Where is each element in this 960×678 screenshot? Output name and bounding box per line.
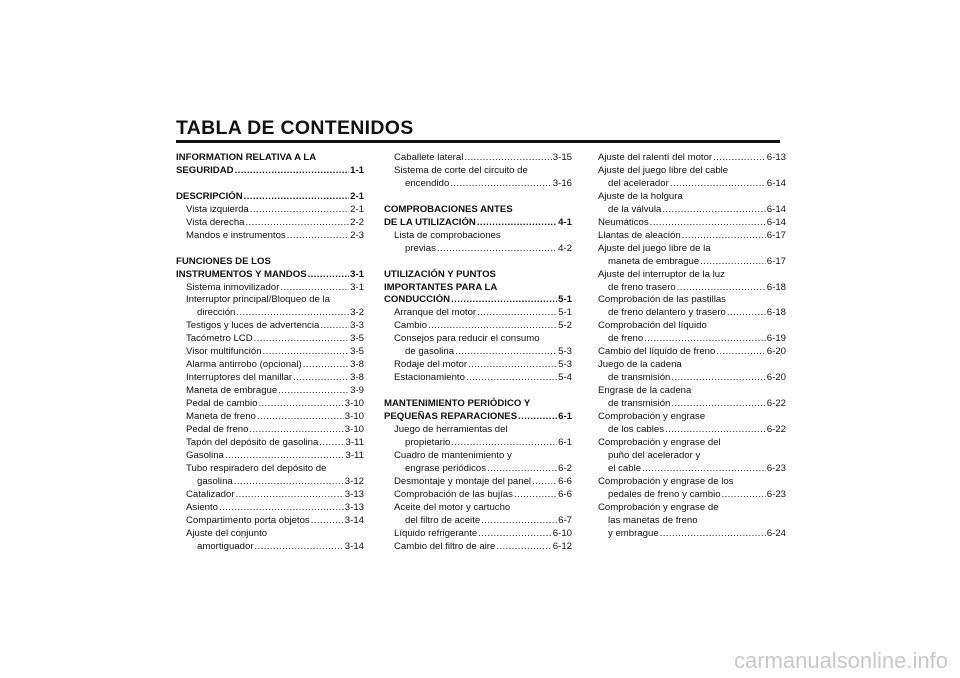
toc-entry[interactable] [176,217,364,230]
toc-dot-leader [311,515,344,528]
toc-dot-leader [234,476,344,489]
toc-entry[interactable] [176,437,364,450]
toc-text-line: Lista de comprobaciones [394,229,501,241]
toc-dot-leader [481,515,557,528]
toc-entry-title: Vista izquierda [186,203,249,215]
toc-dot-leader [287,230,349,243]
toc-entry[interactable] [384,372,572,385]
toc-entry[interactable] [384,243,572,256]
toc-entry-title: Neumáticos [598,216,649,228]
toc-entry-title: Arranque del motor [394,307,477,319]
toc-text-line: Consejos para reducir el consumo [394,333,540,345]
toc-entry[interactable] [598,528,786,541]
toc-entry[interactable] [176,230,364,243]
toc-dot-leader [219,502,344,515]
toc-dot-leader [682,230,766,243]
toc-dot-leader [665,424,766,437]
toc-entry-title: Cambio del líquido de freno [598,346,716,358]
toc-entry-title: DESCRIPCIÓN [176,190,243,202]
toc-dot-leader [650,217,766,230]
toc-dot-leader [514,489,557,502]
toc-entry-title: Caballete lateral [394,152,464,163]
toc-entry-title: de gasolina [405,346,455,358]
toc-entry[interactable] [384,528,572,541]
toc-page-number: 3-12 [344,475,364,487]
toc-entry[interactable] [176,320,364,333]
toc-page-number: 6-22 [766,424,786,436]
toc-page-number: 6-14 [766,177,786,189]
toc-page-number: 3-13 [344,488,364,500]
toc-dot-leader [225,450,345,463]
toc-entry-title: PEQUEÑAS REPARACIONES [384,411,518,423]
toc-section-entry[interactable] [384,294,572,307]
toc-entry[interactable] [598,178,786,191]
toc-text-line: Comprobación de las pastillas [598,294,726,306]
toc-page-number: 6-12 [552,540,572,552]
toc-dot-leader [451,294,557,307]
toc-page-number: 5-1 [558,294,572,306]
toc-entry-title: dirección [197,307,236,319]
toc-entry-title: Cambio del filtro de aire [394,540,496,552]
toc-entry-title: Gasolina [186,449,224,461]
toc-section-heading: IMPORTANTES PARA LA [384,281,498,293]
toc-entry[interactable] [598,333,786,346]
toc-text-line: Juego de la cadena [598,359,682,371]
toc-entry[interactable] [384,541,572,554]
toc-entry-title: Llantas de aleación [598,229,681,241]
toc-spacer [176,243,364,256]
toc-section-heading: FUNCIONES DE LOS [176,255,271,267]
toc-dot-leader [280,282,349,295]
toc-page-number: 3-8 [350,372,364,384]
toc-entry[interactable] [384,320,572,333]
toc-dot-leader [662,204,765,217]
toc-entry[interactable] [598,152,786,165]
toc-section-heading: COMPROBACIONES ANTES [384,203,513,215]
toc-dot-leader [727,307,766,320]
toc-page-number: 3-11 [345,449,364,461]
toc-page-number: 6-19 [766,333,786,345]
toc-page-number: 3-3 [350,320,364,332]
toc-spacer [384,256,572,269]
toc-entry-title: Catalizador [186,488,235,500]
toc-text-line: Ajuste del conjunto [186,527,268,539]
toc-dot-leader [642,463,766,476]
toc-page-number: 3-14 [344,540,364,552]
toc-entry-title: pedales de freno y cambio [608,488,721,500]
toc-entry[interactable] [176,333,364,346]
page-title: TABLA DE CONTENIDOS [176,117,414,139]
toc-entry[interactable] [598,307,786,320]
toc-entry[interactable] [384,476,572,489]
toc-dot-leader [455,346,557,359]
toc-page-number: 3-13 [344,501,364,513]
toc-spacer [384,385,572,398]
toc-dot-leader [254,333,349,346]
toc-entry-title: Vista derecha [186,216,245,228]
toc-entry-title: Maneta de embrague [186,385,278,397]
toc-entry-title: de freno trasero [608,281,676,293]
toc-entry[interactable] [384,178,572,191]
toc-entry[interactable] [384,463,572,476]
toc-entry-title: propietario [405,436,451,448]
toc-dot-leader [263,346,350,359]
toc-page-number: 6-18 [766,307,786,319]
toc-dot-leader [700,256,766,269]
toc-entry-title: INSTRUMENTOS Y MANDOS [176,268,307,280]
toc-page-number: 2-1 [350,203,364,215]
toc-dot-leader [518,411,557,424]
toc-dot-leader [246,217,350,230]
toc-entry[interactable] [176,515,364,528]
toc-page-number: 3-10 [344,411,364,423]
toc-entry[interactable] [598,346,786,359]
toc-section-heading: UTILIZACIÓN Y PUNTOS [384,268,496,280]
toc-page-number: 5-3 [558,359,572,371]
toc-entry-title: de freno delantero y trasero [608,307,726,319]
toc-entry-title: Tacómetro LCD [186,333,253,345]
toc-entry-title: de transmisión [608,372,671,384]
toc-page-number: 3-9 [350,385,364,397]
toc-text-line: puño del acelerador y [608,449,701,461]
toc-entry-title: Pedal de cambio [186,398,258,410]
toc-entry[interactable] [176,307,364,320]
toc-entry-title: Alarma antirrobo (opcional) [186,359,302,371]
toc-entry-title: Desmontaje y montaje del panel [394,475,532,487]
toc-section-entry[interactable] [176,269,364,282]
toc-page-number: 6-6 [558,475,572,487]
toc-text-line: Comprobación y engrase [598,411,706,423]
toc-page-number: 5-2 [558,320,572,332]
toc-page-number: 3-15 [552,152,572,163]
toc-entry-title: Cambio [394,320,428,332]
toc-entry[interactable] [598,204,786,217]
toc-dot-leader [255,541,344,554]
toc-entry-title: del filtro de aceite [405,514,481,526]
toc-text-line: Interruptor principal/Bloqueo de la [186,294,330,306]
toc-entry[interactable] [176,346,364,359]
toc-text-line: Cuadro de mantenimiento y [394,449,512,461]
toc-entry[interactable] [176,502,364,515]
toc-dot-leader [450,178,552,191]
toc-entry-title: Compartimento porta objetos [186,514,310,526]
toc-text-line: Comprobación y engrase del [598,436,721,448]
toc-dot-leader [249,424,343,437]
toc-page-number: 6-14 [766,203,786,215]
toc-page-number: 5-1 [558,307,572,319]
toc-entry[interactable] [598,256,786,269]
toc-entry[interactable] [176,424,364,437]
toc-section-entry[interactable] [384,411,572,424]
toc-entry-title: Pedal de freno [186,423,249,435]
toc-entry-title: Estacionamiento [394,372,465,384]
toc-entry[interactable] [384,152,572,165]
toc-entry[interactable] [176,372,364,385]
toc-entry[interactable] [598,463,786,476]
toc-dot-leader [278,385,349,398]
watermark: carmanualsonline.info [733,648,948,673]
toc-entry-title: Rodaje del motor [394,359,468,371]
toc-text-line: Sistema de corte del circuito de [394,164,528,176]
toc-entry-title: Comprobación de las bujías [394,488,513,500]
toc-dot-leader [660,528,766,541]
toc-entry[interactable] [598,230,786,243]
toc-dot-leader [464,152,551,165]
toc-entry-title: maneta de embrague [608,255,700,267]
toc-page-number: 6-17 [766,255,786,267]
toc-page-number: 2-3 [350,229,364,241]
toc-page-number: 3-1 [350,281,364,293]
toc-page-number: 6-17 [766,229,786,241]
toc-page-number: 3-5 [350,333,364,345]
toc-dot-leader [671,398,765,411]
toc-entry[interactable] [176,489,364,502]
toc-entry[interactable] [384,515,572,528]
toc-entry-title: CONDUCCIÓN [384,294,451,306]
toc-dot-leader [236,307,349,320]
toc-entry[interactable] [598,398,786,411]
toc-entry[interactable] [598,282,786,295]
toc-text-line: Aceite del motor y cartucho [394,501,511,513]
toc-entry-title: amortiguador [197,540,254,552]
toc-page-number: 3-2 [350,307,364,319]
toc-dot-leader [677,282,766,295]
toc-page-number: 6-10 [552,527,572,539]
toc-dot-leader [244,191,349,204]
toc-page-number: 3-5 [350,346,364,358]
toc-entry-title: Tapón del depósito de gasolina [186,436,319,448]
toc-entry-title: el cable [608,462,642,474]
toc-entry[interactable] [176,411,364,424]
toc-text-line: Ajuste del juego libre del cable [598,164,729,176]
toc-dot-leader [477,307,557,320]
toc-dot-leader [250,204,349,217]
toc-page-number: 3-11 [345,436,364,448]
toc-page-number: 6-20 [766,346,786,358]
toc-entry-title: Interruptores del manillar [186,372,293,384]
toc-entry-title: de la válvula [608,203,662,215]
toc-dot-leader [713,152,766,165]
toc-dot-leader [235,165,350,178]
toc-page-number: 6-23 [766,488,786,500]
toc-entry[interactable] [384,489,572,502]
toc-dot-leader [532,476,557,489]
title-rule [176,140,780,143]
toc-entry[interactable] [176,541,364,554]
toc-page-number: 3-1 [350,268,364,280]
toc-entry-title: del acelerador [608,177,669,189]
toc-entry[interactable] [176,450,364,463]
toc-text-line: Comprobación del líquido [598,320,707,332]
toc-dot-leader [466,372,557,385]
toc-entry[interactable] [176,282,364,295]
toc-entry-title: Visor multifunción [186,346,262,358]
toc-entry-title: previas [405,242,436,254]
toc-entry[interactable] [176,398,364,411]
toc-text-line: Engrase de la cadena [598,385,692,397]
toc-page-number: 5-4 [558,372,572,384]
toc-section-heading: INFORMATION RELATIVA A LA [176,152,317,163]
toc-entry[interactable] [598,424,786,437]
toc-column-1 [176,152,364,554]
toc-page-number: 6-13 [766,152,786,163]
toc-text-line: Tubo respiradero del depósito de [186,462,327,474]
toc-text-line: Ajuste del juego libre de la [598,242,711,254]
toc-entry-title: Maneta de freno [186,411,256,423]
toc-entry-title: DE LA UTILIZACIÓN [384,216,476,228]
toc-text-line: Comprobación y engrase de [598,501,719,513]
toc-entry[interactable] [384,307,572,320]
toc-dot-leader [308,269,350,282]
toc-text-line: Ajuste del interruptor de la luz [598,268,725,280]
toc-entry[interactable] [598,372,786,385]
toc-dot-leader [716,346,765,359]
toc-column-2 [384,152,572,554]
toc-entry[interactable] [384,346,572,359]
toc-page-number: 6-2 [558,462,572,474]
toc-text-line: Juego de herramientas del [394,423,508,435]
toc-dot-leader [670,178,766,191]
toc-dot-leader [428,320,557,333]
toc-page-number: 4-1 [558,216,572,228]
toc-dot-leader [437,243,557,256]
toc-spacer [176,178,364,191]
toc-column-3 [598,152,786,541]
toc-entry[interactable] [384,359,572,372]
toc-entry[interactable] [598,217,786,230]
toc-dot-leader [477,217,557,230]
toc-dot-leader [671,372,765,385]
toc-page-number: 4-2 [558,242,572,254]
toc-dot-leader [293,372,349,385]
toc-entry[interactable] [176,204,364,217]
toc-text-line: Comprobación y engrase de los [598,475,734,487]
toc-page-number: 3-10 [344,398,364,410]
toc-page-number: 6-1 [558,411,572,423]
toc-page-number: 6-24 [766,527,786,539]
toc-section-heading: MANTENIMIENTO PERIÓDICO Y [384,398,531,410]
toc-text-line: las manetas de freno [608,514,698,526]
toc-section-entry[interactable] [176,191,364,204]
toc-page-number: 6-14 [766,216,786,228]
toc-entry-title: de transmisión [608,398,671,410]
toc-entry-title: Ajuste del ralentí del motor [598,152,713,163]
toc-entry[interactable] [598,489,786,502]
toc-section-entry[interactable] [176,165,364,178]
toc-entry-title: Sistema inmovilizador [186,281,280,293]
toc-dot-leader [644,333,766,346]
toc-entry-title: y embrague [608,527,659,539]
toc-entry-title: SEGURIDAD [176,164,234,176]
toc-dot-leader [319,437,344,450]
toc-page-number: 5-3 [558,346,572,358]
toc-page-number: 6-7 [558,514,572,526]
toc-page-number: 3-14 [344,514,364,526]
toc-entry-title: encendido [405,177,450,189]
toc-page-number: 3-8 [350,359,364,371]
toc-dot-leader [487,463,557,476]
toc-dot-leader [236,489,344,502]
toc-page-number: 3-10 [344,423,364,435]
toc-entry-title: Asiento [186,501,218,513]
toc-entry[interactable] [384,437,572,450]
toc-dot-leader [496,541,551,554]
toc-dot-leader [451,437,557,450]
toc-page-number: 6-18 [766,281,786,293]
toc-text-line: Ajuste de la holgura [598,190,683,202]
toc-page-number: 2-1 [350,190,364,202]
toc-entry-title: Mandos e instrumentos [186,229,286,241]
toc-page-number: 6-22 [766,398,786,410]
toc-entry-title: Líquido refrigerante [394,527,478,539]
toc-entry[interactable] [176,385,364,398]
toc-entry-title: engrase periódicos [405,462,487,474]
toc-page-number: 6-23 [766,462,786,474]
toc-spacer [384,191,572,204]
toc-dot-leader [722,489,766,502]
toc-entry-title: gasolina [197,475,233,487]
toc-entry[interactable] [176,359,364,372]
toc-dot-leader [303,359,349,372]
toc-section-entry[interactable] [384,217,572,230]
toc-dot-leader [257,411,344,424]
toc-page-number: 3-16 [552,177,572,189]
toc-entry[interactable] [176,476,364,489]
toc-page-number: 6-20 [766,372,786,384]
toc-dot-leader [478,528,552,541]
toc-entry-title: Testigos y luces de advertencia [186,320,320,332]
toc-page-number: 6-6 [558,488,572,500]
toc-dot-leader [258,398,343,411]
toc-page-number: 6-1 [558,436,572,448]
toc-entry-title: de freno [608,333,644,345]
toc-entry-title: de los cables [608,424,664,436]
toc-dot-leader [468,359,557,372]
toc-page-number: 2-2 [350,216,364,228]
toc-page-number: 1-1 [350,164,364,176]
toc-dot-leader [320,320,349,333]
